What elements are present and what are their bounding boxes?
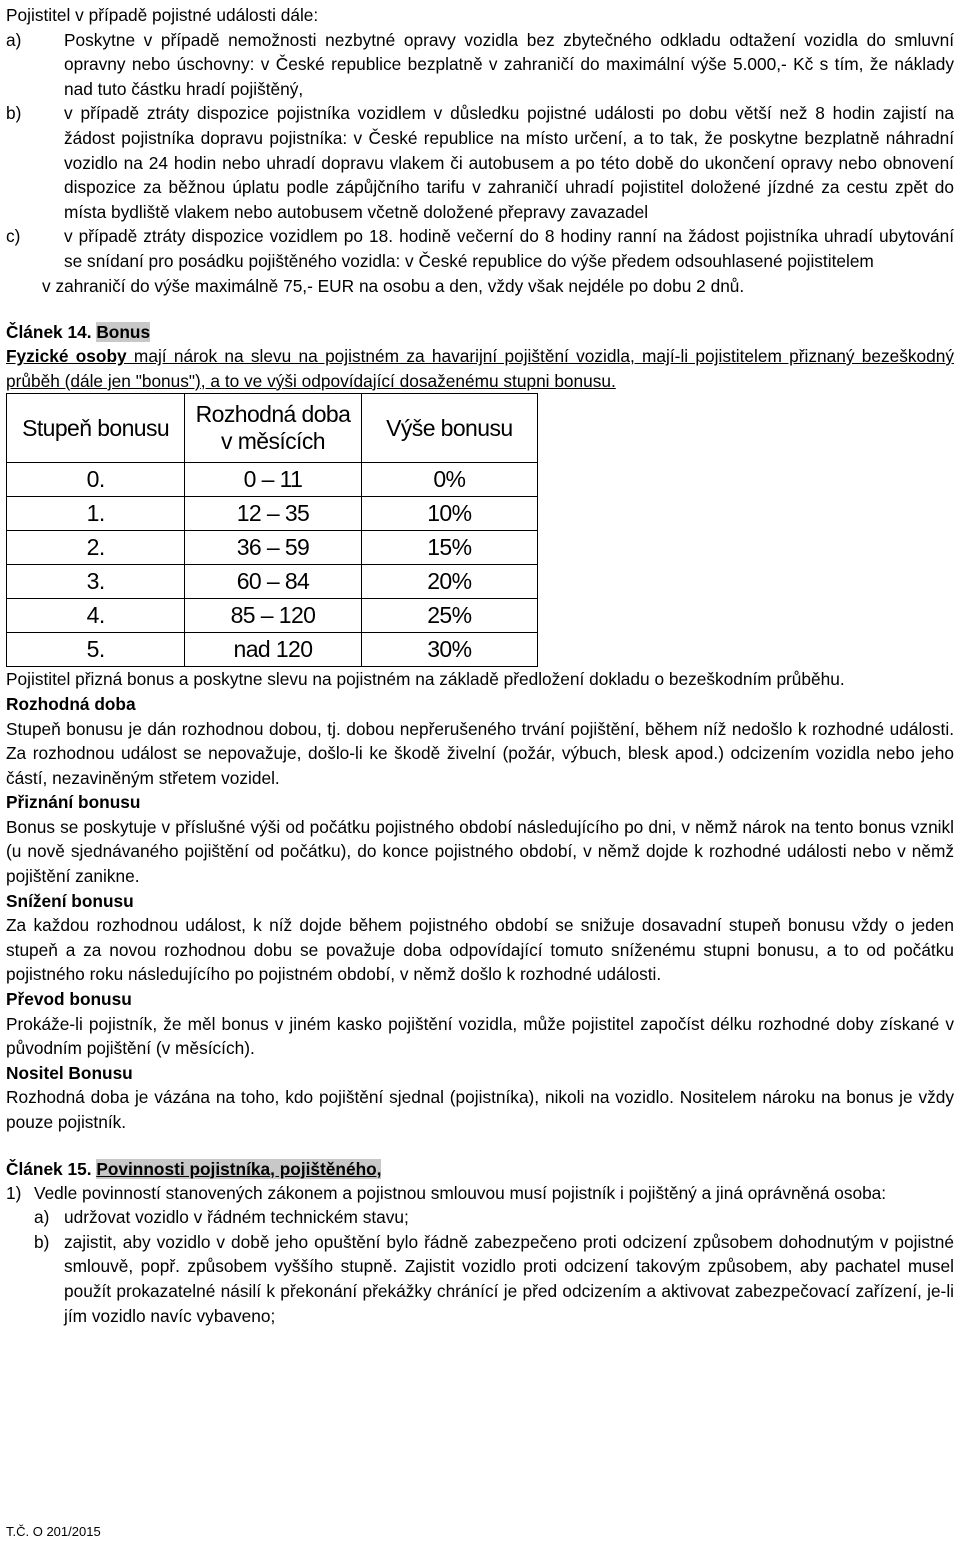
abroad-line: v zahraničí do výše maximálně 75,- EUR na osobu a den, vždy však nejdéle po dobu 2 dnů.	[42, 275, 745, 296]
after-table-text: Pojistitel přizná bonus a poskytne slevu na pojistném na základě předložení dokladu o bezeškodním průběhu.	[6, 669, 845, 690]
lead-bold: Fyzické osoby	[6, 346, 127, 367]
table-row	[7, 463, 538, 497]
section-title: Přiznání bonusu	[6, 792, 141, 813]
sub-item-a	[6, 1205, 954, 1230]
table-cell: 0.	[7, 463, 185, 497]
table-cell: 2.	[7, 531, 185, 565]
list-item-c	[6, 224, 954, 273]
list-label: a)	[34, 1207, 50, 1228]
article-15-heading	[6, 1157, 954, 1181]
section-text: Za každou rozhodnou událost, k níž dojde během pojistného období se snižuje dosavadní stupeň bonusu vždy o jeden stupeň a za novou rozhodnou dobu se považuje doba odpovídající tomuto sníženému stupni bonusu, a to od počátku pojistného roku následujícího po pojistném období, v němž došlo k rozhodné události.	[6, 915, 954, 985]
sub-item-b	[6, 1230, 954, 1328]
table-cell: 0%	[361, 463, 537, 497]
section-text: Prokáže-li pojistník, že měl bonus v jiném kasko pojištění vozidla, může pojistitel započíst délku rozhodné doby získané v původním pojištění (v měsících).	[6, 1013, 954, 1059]
table-cell: 5.	[7, 633, 185, 667]
intro-line: Pojistitel v případě pojistné události dále:	[6, 5, 319, 25]
table-cell: 85 – 120	[185, 599, 361, 633]
table-cell: 15%	[361, 531, 537, 565]
table-cell: 25%	[361, 599, 537, 633]
section-text: Bonus se poskytuje v příslušné výši od počátku pojistného období následujícího po dni, v němž nárok na tento bonus vznikl (u nově sjednávaného pojištění od počátku), do konce pojistného období, v němž dojde k rozhodné události nebo v němž pojištění zanikne.	[6, 816, 954, 887]
table-row	[7, 565, 538, 599]
list-text: Poskytne v případě nemožnosti nezbytné opravy vozidla bez zbytečného odkladu odtažení vozidla do smluvní opravny nebo úschovny: v České republice bezplatně v zahraničí do maximální výše 5.000,- Kč s tím, že náklady nad tuto částku hradí pojištěný,	[64, 29, 954, 99]
table-row	[7, 497, 538, 531]
article-14-heading	[6, 320, 954, 344]
list-item-a	[6, 28, 954, 102]
table-header-row	[7, 394, 538, 463]
document-page	[6, 3, 954, 1328]
bonus-table	[6, 393, 538, 667]
table-cell: 12 – 35	[185, 497, 361, 531]
list-label: b)	[6, 103, 22, 124]
section-title: Snížení bonusu	[6, 890, 134, 911]
table-cell: 3.	[7, 565, 185, 599]
table-cell: 0 – 11	[185, 463, 361, 497]
header-line: v měsících	[221, 428, 325, 455]
list-text: v případě ztráty dispozice vozidlem po 18. hodině večerní do 8 hodiny ranní na žádost pojistníka uhradí ubytování se snídaní pro posádku pojištěného vozidla: v České republice do výše předem odsouhlasené pojistitelem	[64, 226, 954, 271]
section-title: Rozhodná doba	[6, 693, 136, 714]
article-14-lead	[6, 344, 954, 393]
table-cell: 20%	[361, 565, 537, 599]
table-cell: 4.	[7, 599, 185, 633]
section-text: Rozhodná doba je vázána na toho, kdo pojištění sjednal (pojistníka), nikoli na vozidlo. Nositelem nároku na bonus je vždy pouze pojistník.	[6, 1087, 954, 1132]
table-cell: 10%	[361, 497, 537, 531]
table-cell: 1.	[7, 497, 185, 531]
article-title: Bonus	[96, 322, 151, 343]
list-label: a)	[6, 29, 22, 50]
list-label: 1)	[6, 1182, 22, 1203]
table-row	[7, 633, 538, 667]
header-cell	[185, 394, 361, 463]
article-prefix: Článek 14.	[6, 322, 92, 343]
list-label: c)	[6, 226, 21, 247]
table-row	[7, 531, 538, 565]
article-title: Povinnosti pojistníka, pojištěného,	[96, 1158, 382, 1179]
numbered-item-1	[6, 1181, 954, 1206]
header-cell: Výše bonusu	[361, 394, 537, 463]
list-label: b)	[34, 1231, 50, 1252]
list-text: v případě ztráty dispozice pojistníka vozidlem v důsledku pojistné události po dobu větší než 8 hodin zajistí na žádost pojistníka dopravu pojistníka: v České republice na místo určení, a to tak, že poskytne bezplatně náhradní vozidlo na 24 hodin nebo uhradí dopravu vlakem či autobusem a po této době do ukončení opravy nebo obnovení dispozice za běžnou úplatu podle zápůjčního tarifu v zahraničí uhradí pojistitel doložené jízdné za cestu zpět do místa bydliště vlakem nebo autobusem včetně doložené přepravy zavazadel	[64, 103, 954, 222]
section-text: Stupeň bonusu je dán rozhodnou dobou, tj. dobou nepřerušeného trvání pojištění, během níž nedošlo k rozhodné události. Za rozhodnou událost se nepovažuje, došlo-li ke škodě živelní (požár, výbuch, blesk apod.) odcizením vozidla nebo jeho částí, nezaviněným střetem vozidel.	[6, 718, 954, 788]
table-row	[7, 599, 538, 633]
list-text: Vedle povinností stanovených zákonem a pojistnou smlouvou musí pojistník i pojištěný a jiná oprávněná osoba:	[34, 1182, 887, 1203]
table-cell: 60 – 84	[185, 565, 361, 599]
lead-rest: mají nárok na slevu na pojistném za havarijní pojištění vozidla, mají-li pojistitelem přiznaný bezeškodný průběh (dále jen "bonus"), a to ve výši odpovídající dosaženému stupni bonusu.	[6, 346, 954, 391]
table-cell: 30%	[361, 633, 537, 667]
list-item-b	[6, 101, 954, 224]
section-title: Převod bonusu	[6, 989, 132, 1010]
list-text: zajistit, aby vozidlo v době jeho opuštění bylo řádně zabezpečeno proti odcizení způsobem dohodnutým v pojistné smlouvě, popř. způsobem vyššího stupně. Zajistit vozidlo proti odcizení takovým způsobem, aby pachatel musel použít prokazatelné násilí k překonání překážky chránící je před odcizením a aktivovat zabezpečovací zařízení, je-li jím vozidlo navíc vybaveno;	[64, 1231, 954, 1326]
page-footer: T.Č. O 201/2015	[6, 1524, 101, 1539]
list-text: udržovat vozidlo v řádném technickém stavu;	[64, 1207, 409, 1228]
table-cell: nad 120	[185, 633, 361, 667]
table-cell: 36 – 59	[185, 531, 361, 565]
header-cell: Stupeň bonusu	[7, 394, 185, 463]
header-line: Rozhodná doba	[195, 401, 351, 428]
article-prefix: Článek 15.	[6, 1158, 92, 1179]
section-title: Nositel Bonusu	[6, 1062, 133, 1083]
